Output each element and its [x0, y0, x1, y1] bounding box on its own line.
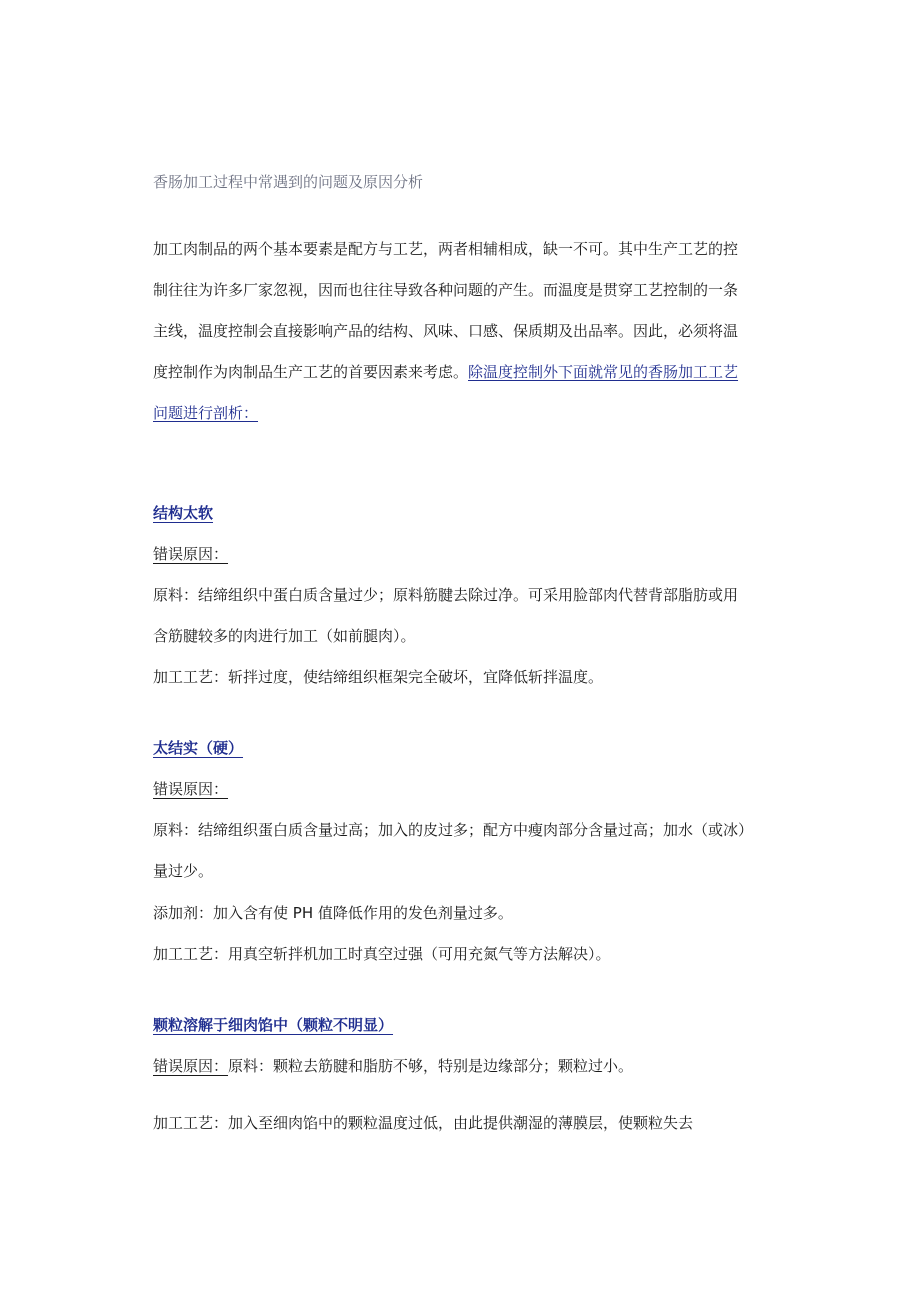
section-1-heading: 结构太软	[153, 504, 214, 522]
intro-line-5	[153, 403, 268, 423]
section-2-error-label	[153, 779, 238, 799]
section-1-error-label	[153, 544, 238, 564]
intro-line-2: 制往往为许多厂家忽视，因而也往往导致各种问题的产生。而温度是贯穿工艺控制的一条	[153, 281, 739, 299]
intro-line-3: 主线，温度控制会直接影响产品的结构、风味、口感、保质期及出品率。因此，必须将温	[153, 322, 739, 340]
section-2-para-1-line-2: 量过少。	[153, 862, 214, 880]
section-3-error-line	[153, 1056, 633, 1076]
document-title: 香肠加工过程中常遇到的问题及原因分析	[153, 173, 424, 191]
section-1-error-label-text: 错误原因：	[153, 545, 229, 563]
section-2-para-3: 加工工艺：用真空斩拌机加工时真空过强（可用充氮气等方法解决）。	[153, 945, 611, 963]
section-1-para-1-line-1: 原料：结缔组织中蛋白质含量过少；原料筋腱去除过净。可采用脸部肉代替背部脂肪或用	[153, 586, 739, 604]
section-heading-granules-dissolve	[153, 1015, 393, 1035]
section-3-error-rest: 原料：颗粒去筋腱和脂肪不够，特别是边缘部分；颗粒过小。	[228, 1057, 634, 1075]
section-2-error-label-text: 错误原因：	[153, 780, 229, 798]
intro-link-part-1[interactable]: 除温度控制外下面就常见的香肠加工工艺	[468, 363, 739, 381]
section-heading-too-firm	[153, 738, 243, 758]
intro-link-part-2[interactable]: 问题进行剖析：	[153, 404, 259, 422]
section-2-para-1-line-1: 原料：结缔组织蛋白质含量过高；加入的皮过多；配方中瘦肉部分含量过高；加水（或冰）	[153, 821, 754, 839]
section-heading-soft-structure	[153, 503, 213, 523]
section-1-para-2: 加工工艺：斩拌过度，使结缔组织框架完全破坏，宜降低斩拌温度。	[153, 668, 604, 686]
section-2-heading: 太结实（硬）	[153, 739, 244, 757]
intro-line-1: 加工肉制品的两个基本要素是配方与工艺，两者相辅相成，缺一不可。其中生产工艺的控	[153, 240, 739, 258]
section-3-error-label-text: 错误原因：	[153, 1057, 229, 1075]
intro-line-4-text: 度控制作为肉制品生产工艺的首要因素来考虑。	[153, 363, 469, 381]
section-3-heading: 颗粒溶解于细肉馅中（颗粒不明显）	[153, 1016, 394, 1034]
section-1-para-1-line-2: 含筋腱较多的肉进行加工（如前腿肉）。	[153, 627, 416, 645]
intro-line-4	[153, 362, 738, 382]
section-3-para-2: 加工工艺：加入至细肉馅中的颗粒温度过低，由此提供潮湿的薄膜层，使颗粒失去	[153, 1114, 694, 1132]
section-2-para-2: 添加剂：加入含有使 PH 值降低作用的发色剂量过多。	[153, 904, 513, 922]
